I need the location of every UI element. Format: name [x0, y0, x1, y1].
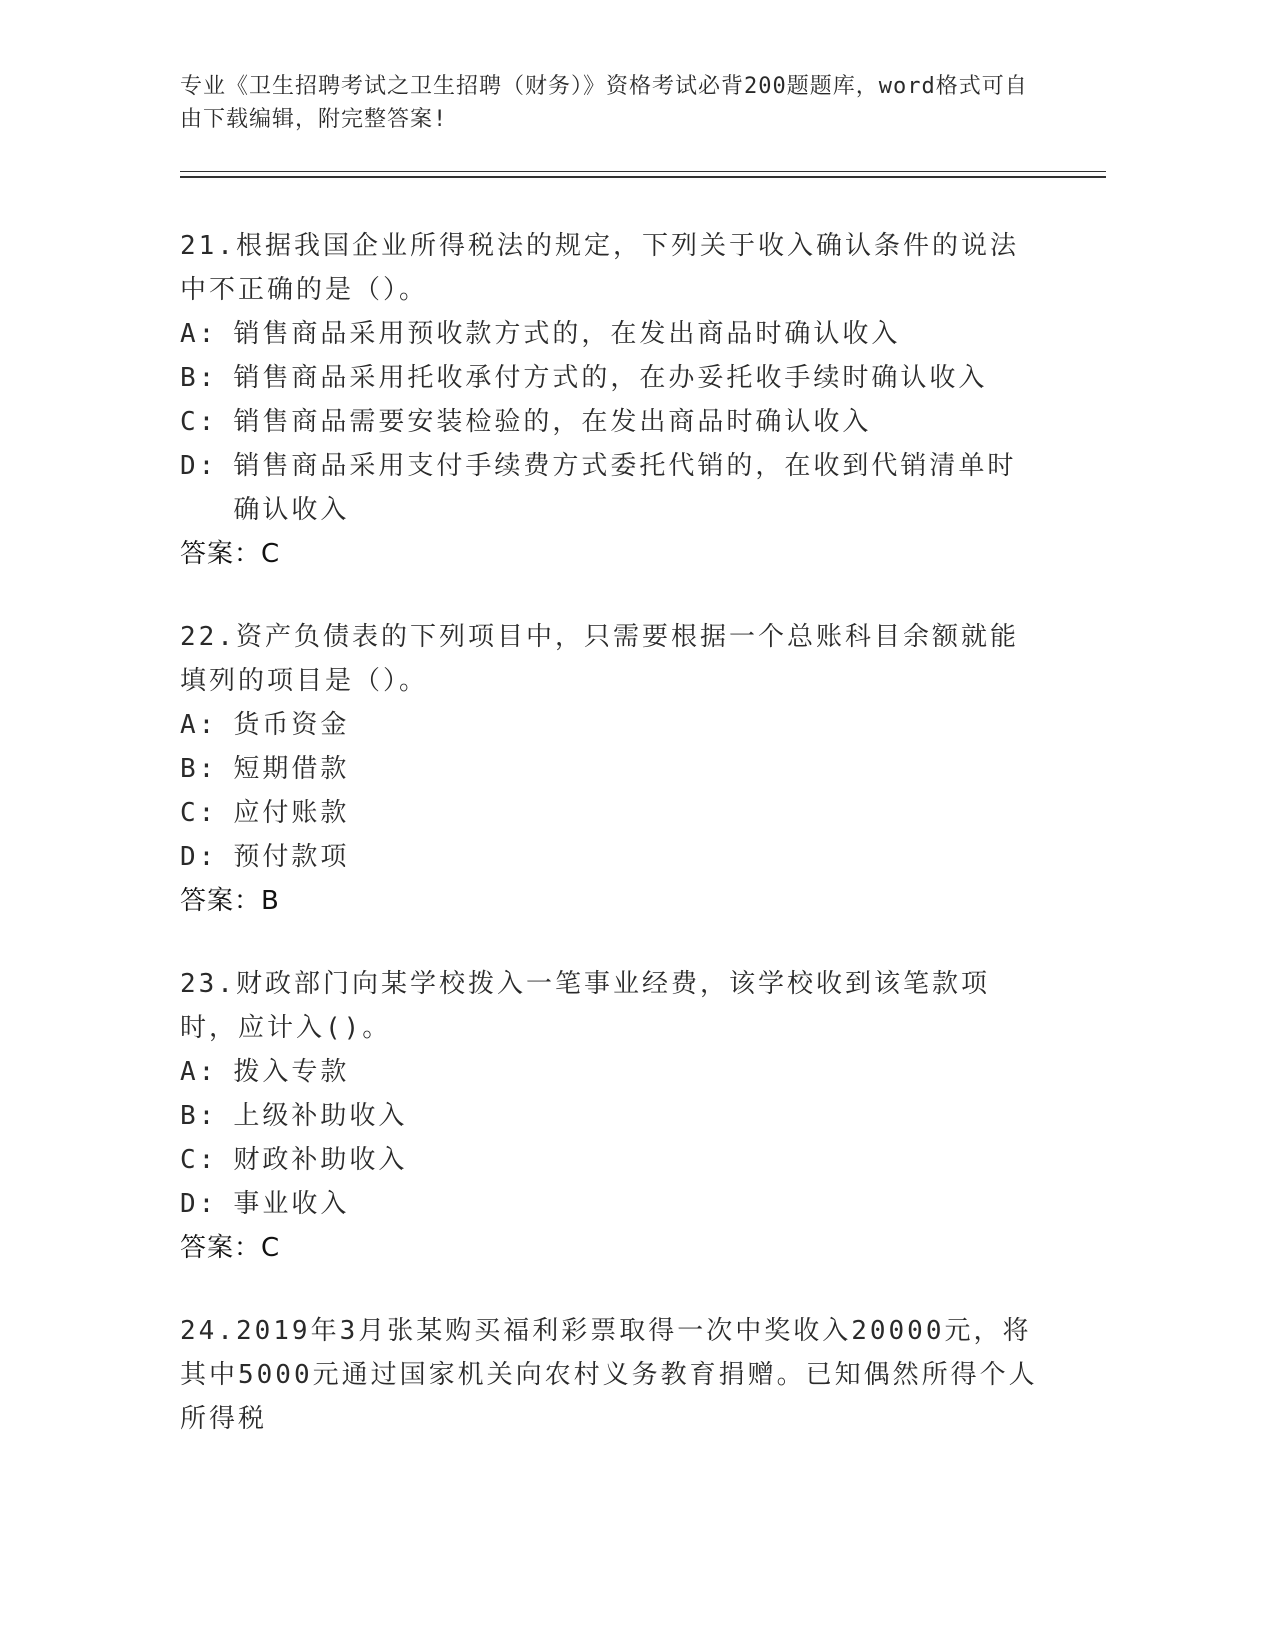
question-stem: 21.根据我国企业所得税法的规定，下列关于收入确认条件的说法中不正确的是（）。: [180, 231, 1019, 305]
question-stem: 24.2019年3月张某购买福利彩票取得一次中奖收入20000元，将其中5000元通过国家机关向农村义务教育捐赠。已知偶然所得个人所得税: [180, 1316, 1038, 1434]
option-text: 短期借款: [233, 754, 350, 784]
answer-line: 答案：C: [180, 539, 281, 569]
document-header: 专业《卫生招聘考试之卫生招聘（财务）》资格考试必背200题题库，word格式可自由下载编辑，附完整答案!: [180, 74, 1028, 132]
option-key: D:: [180, 451, 218, 481]
option-d: [180, 1182, 1040, 1226]
option-text: 货币资金: [233, 710, 350, 740]
header-divider-thick: [180, 176, 1106, 178]
option-text: 拨入专款: [233, 1057, 350, 1087]
option-text: 财政补助收入: [233, 1145, 408, 1175]
question-list: [180, 224, 1040, 1480]
question-24: [180, 1309, 1040, 1441]
option-text: 预付款项: [233, 842, 350, 872]
option-key: D:: [180, 1189, 218, 1219]
option-text: 上级补助收入: [233, 1101, 408, 1131]
option-text: 事业收入: [233, 1189, 350, 1219]
answer-line: 答案：C: [180, 1233, 281, 1263]
question-23: [180, 962, 1040, 1270]
option-key: A:: [180, 1057, 218, 1087]
option-text: 销售商品采用预收款方式的，在发出商品时确认收入: [233, 319, 901, 349]
option-d: [180, 444, 1040, 532]
option-a: [180, 703, 1040, 747]
option-b: [180, 747, 1040, 791]
header-divider-thin: [180, 171, 1106, 172]
option-key: B:: [180, 754, 218, 784]
option-key: B:: [180, 363, 218, 393]
question-21: [180, 224, 1040, 576]
option-key: A:: [180, 710, 218, 740]
question-stem: 23.财政部门向某学校拨入一笔事业经费，该学校收到该笔款项时，应计入()。: [180, 969, 990, 1043]
option-a: [180, 312, 1040, 356]
option-c: [180, 791, 1040, 835]
option-key: C:: [180, 407, 218, 437]
option-key: C:: [180, 798, 218, 828]
option-c: [180, 400, 1040, 444]
answer-line: 答案：B: [180, 886, 280, 916]
option-d: [180, 835, 1040, 879]
option-key: B:: [180, 1101, 218, 1131]
option-key: A:: [180, 319, 218, 349]
option-text: 销售商品采用托收承付方式的，在办妥托收手续时确认收入: [233, 363, 988, 393]
option-key: C:: [180, 1145, 218, 1175]
option-text: 销售商品采用支付手续费方式委托代销的，在收到代销清单时确认收入: [233, 451, 1017, 525]
option-a: [180, 1050, 1040, 1094]
option-b: [180, 1094, 1040, 1138]
option-text: 应付账款: [233, 798, 350, 828]
option-b: [180, 356, 1040, 400]
option-key: D:: [180, 842, 218, 872]
option-c: [180, 1138, 1040, 1182]
question-22: [180, 615, 1040, 923]
option-text: 销售商品需要安装检验的，在发出商品时确认收入: [233, 407, 872, 437]
question-stem: 22.资产负债表的下列项目中，只需要根据一个总账科目余额就能填列的项目是（）。: [180, 622, 1019, 696]
